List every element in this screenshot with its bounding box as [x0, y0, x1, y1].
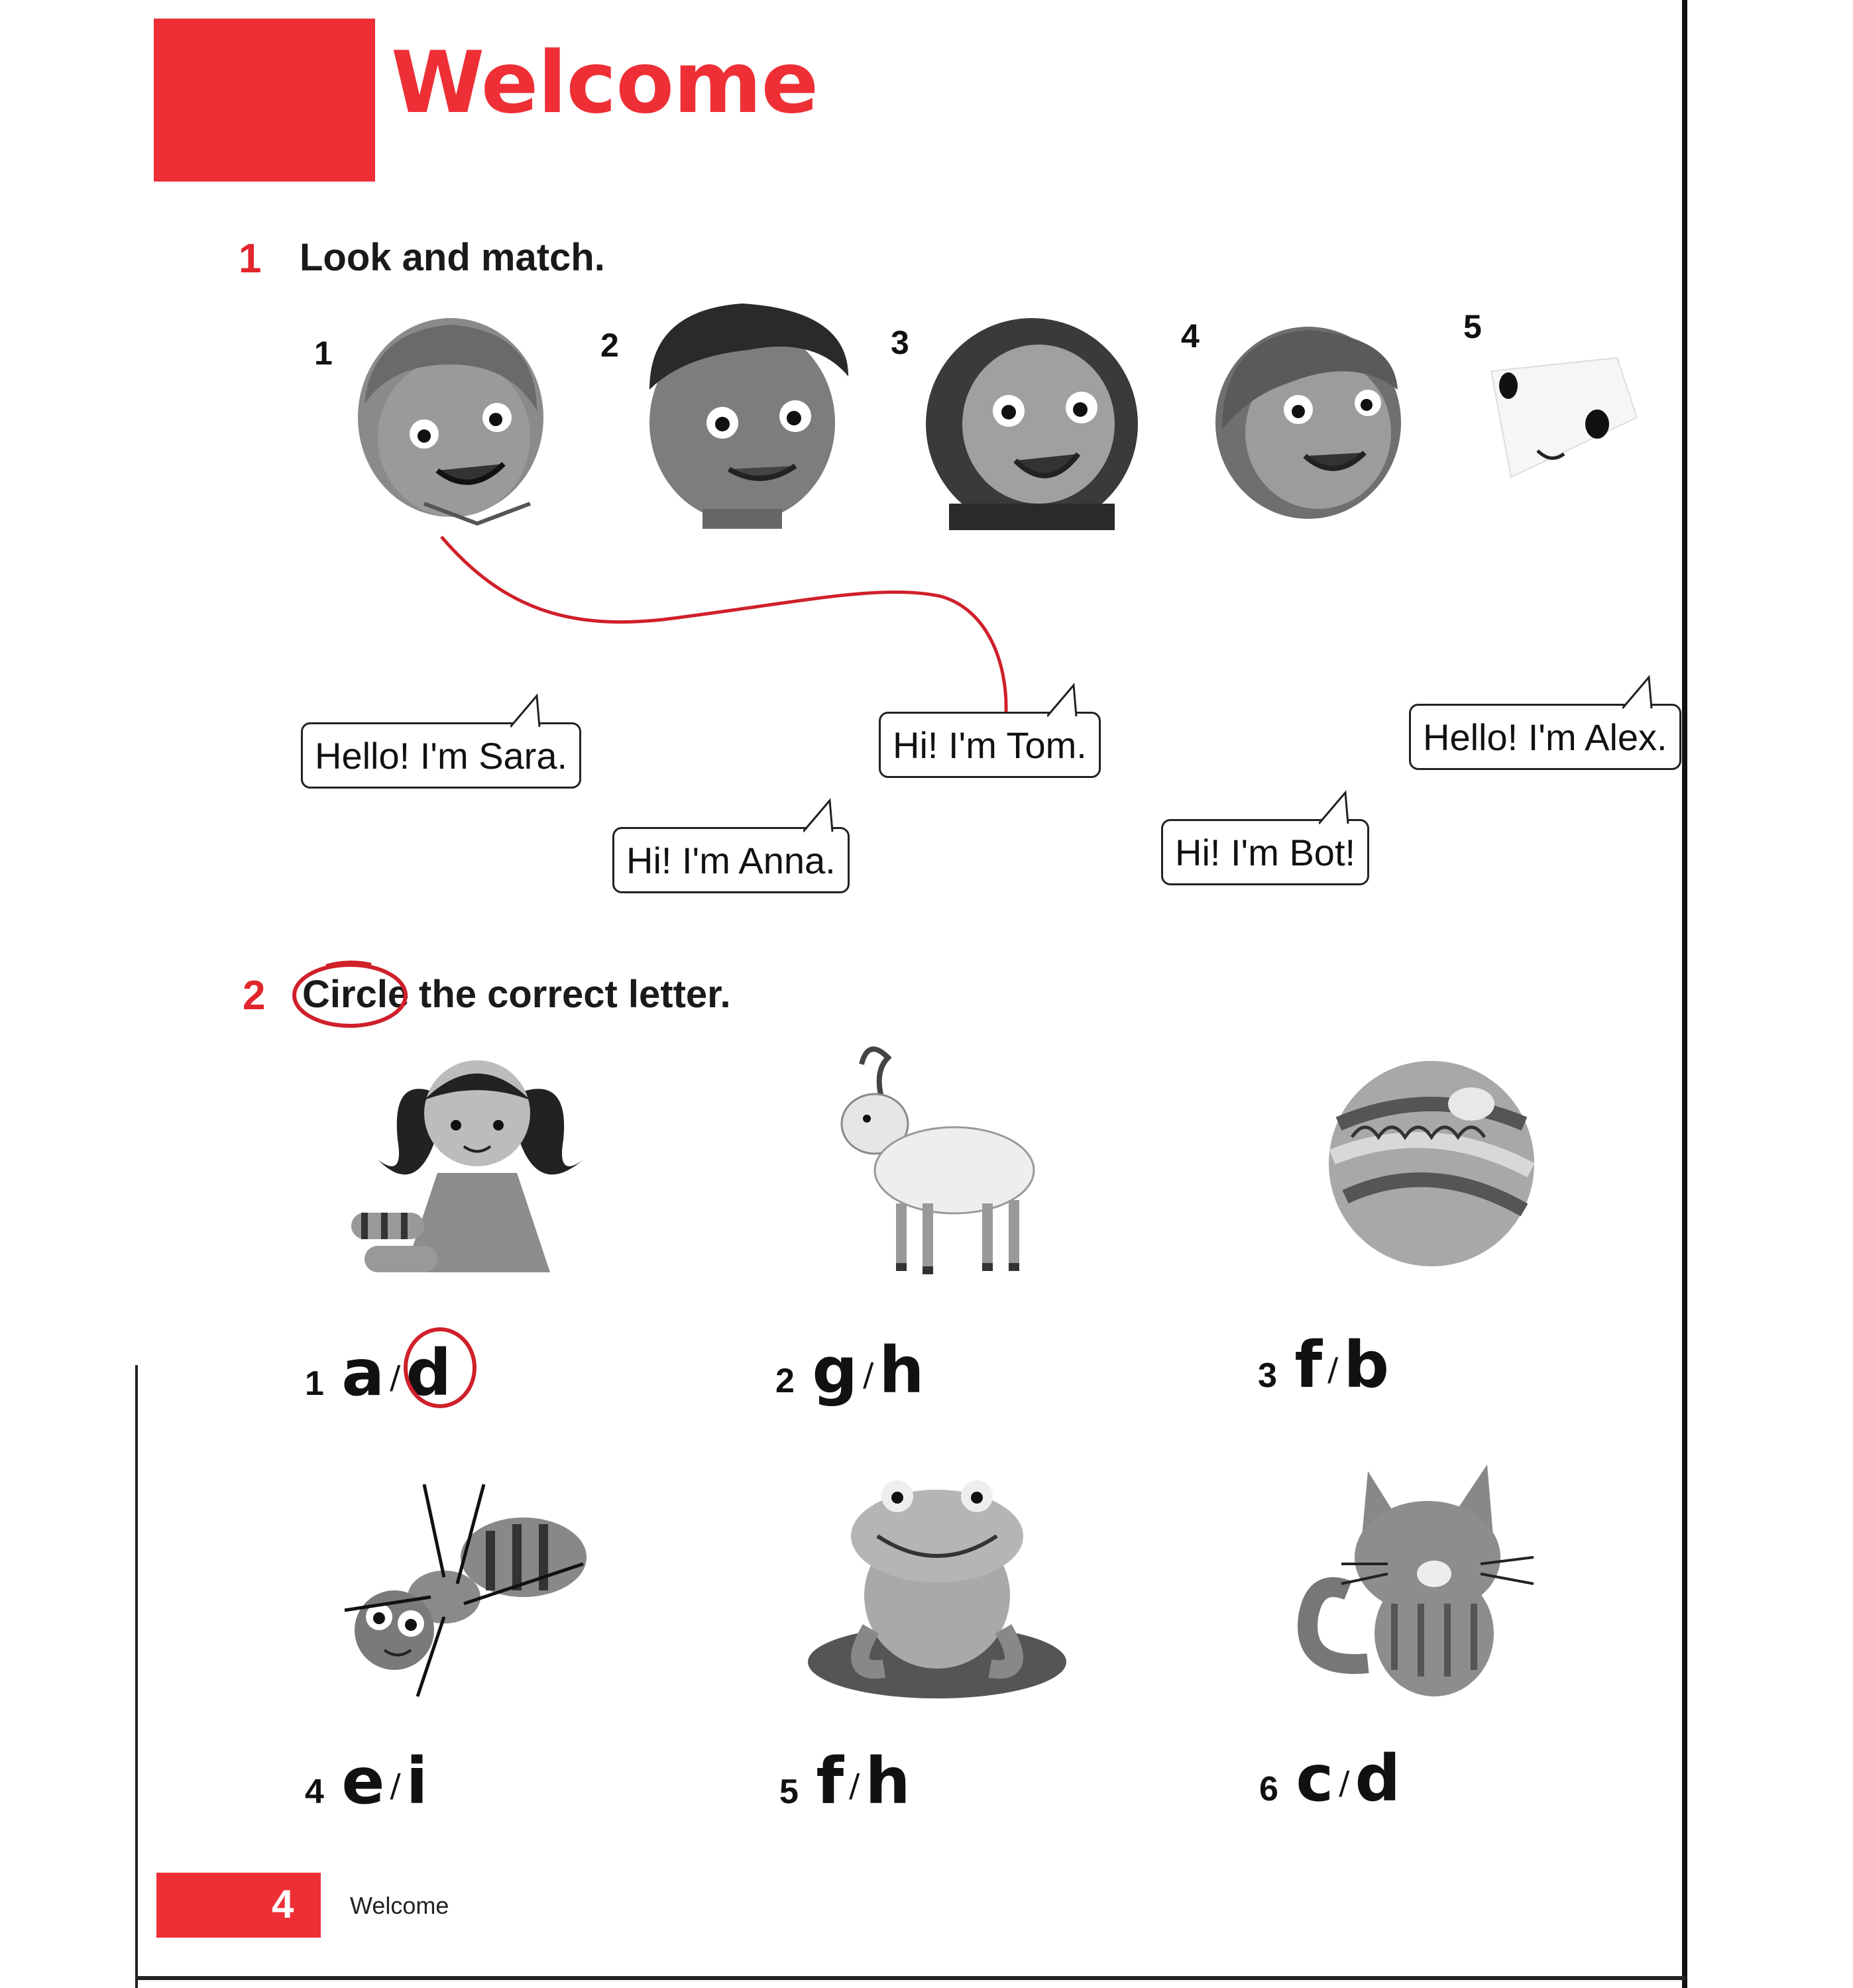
item-number: 6 — [1259, 1770, 1278, 1808]
letter-item-4 — [305, 1744, 428, 1818]
item-number: 5 — [779, 1773, 799, 1811]
speech-bubble-tail — [1622, 672, 1662, 712]
letter-option-left[interactable]: g — [812, 1333, 858, 1408]
speech-bubble-anna: Hi! I'm Anna. — [612, 827, 850, 893]
speech-bubble-tail — [510, 690, 550, 730]
doll-illustration — [338, 1047, 616, 1299]
slash-separator: / — [390, 1767, 401, 1804]
slash-separator: / — [863, 1356, 874, 1394]
answer-circle-mark — [400, 1325, 486, 1411]
goat-illustration — [822, 1044, 1047, 1283]
speech-bubble-tail — [1047, 680, 1087, 720]
letter-option-left[interactable]: a — [341, 1336, 385, 1410]
picture-number-2: 2 — [600, 327, 619, 364]
exercise-2-instruction: the correct letter. — [419, 973, 731, 1016]
cat-illustration — [1288, 1458, 1553, 1703]
frog-illustration — [805, 1476, 1070, 1702]
letter-option-left[interactable]: f — [816, 1744, 844, 1818]
slash-separator: / — [1327, 1351, 1339, 1388]
letter-item-3 — [1258, 1328, 1390, 1402]
ball-illustration — [1325, 1058, 1538, 1270]
item-number: 1 — [305, 1364, 324, 1403]
letter-option-right[interactable]: d — [1355, 1741, 1401, 1816]
letter-option-left[interactable]: c — [1296, 1741, 1334, 1816]
letter-option-left[interactable]: f — [1294, 1328, 1323, 1402]
footer-label: Welcome — [350, 1892, 449, 1919]
speech-bubble-sara: Hello! I'm Sara. — [301, 722, 581, 789]
picture-number-3: 3 — [891, 324, 909, 361]
picture-number-1: 1 — [314, 335, 333, 372]
slash-separator: / — [390, 1358, 401, 1396]
slash-separator: / — [1339, 1764, 1350, 1802]
speech-bubble-tail — [803, 795, 843, 835]
letter-item-5 — [779, 1744, 911, 1818]
speech-bubble-alex: Hello! I'm Alex. — [1409, 704, 1681, 770]
exercise-2-circled-word: Circle — [302, 973, 410, 1016]
item-number: 3 — [1258, 1356, 1277, 1395]
picture-number-4: 4 — [1181, 317, 1200, 355]
exercise-2-number: 2 — [243, 973, 266, 1019]
page-number: 4 — [272, 1882, 294, 1926]
letter-option-right[interactable]: d — [406, 1336, 452, 1410]
letter-item-2 — [775, 1333, 925, 1408]
ant-illustration — [345, 1484, 596, 1703]
exercise-1-instruction: Look and match. — [300, 236, 605, 279]
instruction-circle-mark — [289, 954, 415, 1034]
footer-color-block — [156, 1873, 321, 1938]
speech-bubble-tail — [1319, 787, 1359, 827]
item-number: 2 — [775, 1362, 795, 1400]
speech-bubble-tom: Hi! I'm Tom. — [879, 712, 1101, 778]
slash-separator: / — [849, 1767, 860, 1804]
page-title: Welcome — [391, 34, 818, 133]
speech-bubble-bot: Hi! I'm Bot! — [1161, 819, 1369, 885]
letter-option-left[interactable]: e — [341, 1744, 385, 1818]
letter-item-6 — [1259, 1741, 1401, 1816]
letter-option-right[interactable]: h — [865, 1744, 911, 1818]
letter-option-right[interactable]: b — [1343, 1328, 1390, 1402]
letter-option-right[interactable]: i — [406, 1744, 428, 1818]
picture-number-5: 5 — [1463, 308, 1482, 345]
exercise-1-number: 1 — [239, 236, 262, 282]
item-number: 4 — [305, 1773, 324, 1811]
letter-option-right[interactable]: h — [879, 1333, 925, 1408]
